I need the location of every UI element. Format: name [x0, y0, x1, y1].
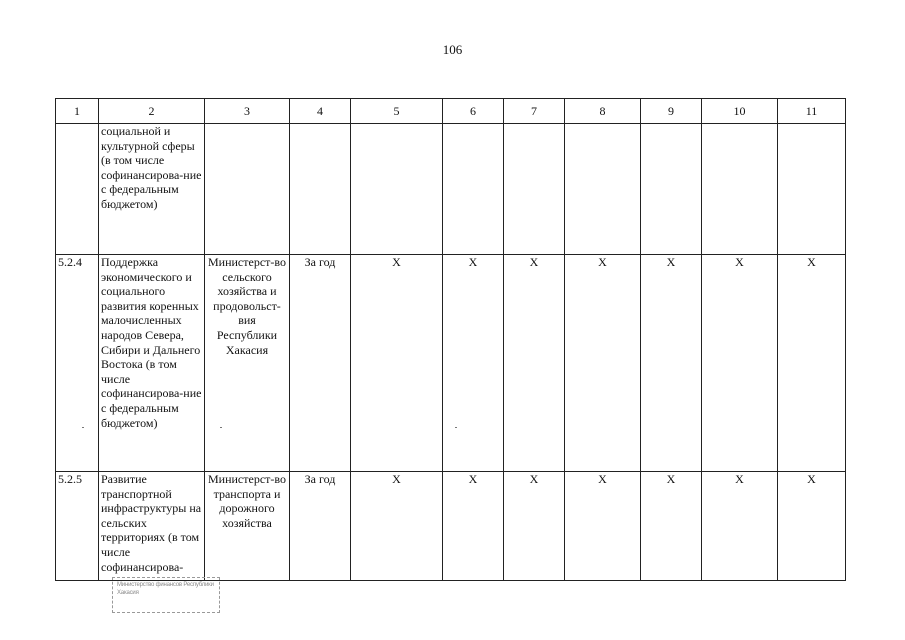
item-mark	[702, 124, 778, 255]
item-mark: Х	[641, 255, 702, 472]
item-mark: Х	[351, 255, 443, 472]
column-header: 11	[778, 99, 846, 124]
column-header: 1	[56, 99, 99, 124]
scan-speck	[82, 427, 84, 428]
item-period	[290, 124, 351, 255]
item-mark: Х	[504, 255, 565, 472]
item-mark: Х	[641, 472, 702, 581]
item-number	[56, 124, 99, 255]
item-mark: Х	[702, 472, 778, 581]
item-name: социальной и культурной сферы (в том числе софинансирова-ние с федеральным бюджетом)	[99, 124, 205, 255]
column-header: 4	[290, 99, 351, 124]
table-row	[56, 124, 846, 255]
page-number: 106	[442, 42, 463, 57]
item-name: Развитие транспортной инфраструктуры на сельских территориях (в том числе софинансирова-	[99, 472, 205, 581]
column-header: 5	[351, 99, 443, 124]
item-mark: Х	[504, 472, 565, 581]
item-mark: Х	[778, 472, 846, 581]
table-row	[56, 255, 846, 472]
column-header: 7	[504, 99, 565, 124]
item-mark: Х	[565, 472, 641, 581]
registration-stamp: Министерство финансов Республики Хакасия	[112, 577, 220, 613]
scan-speck	[455, 427, 457, 428]
item-mark	[443, 124, 504, 255]
column-header: 2	[99, 99, 205, 124]
item-mark	[351, 124, 443, 255]
item-mark: Х	[565, 255, 641, 472]
scan-speck	[220, 427, 222, 428]
item-executor: Министерст-во сельского хозяйства и продовольст-вия Республики Хакасия	[205, 255, 290, 472]
column-header: 8	[565, 99, 641, 124]
item-name: Поддержка экономического и социального развития коренных малочисленных народов Севера, Сибири и Дальнего Востока (в том числе софинансирова-ние с федеральным бюджетом)	[99, 255, 205, 472]
item-period: За год	[290, 255, 351, 472]
item-mark	[641, 124, 702, 255]
item-mark: Х	[443, 255, 504, 472]
column-header: 10	[702, 99, 778, 124]
budget-program-table	[55, 98, 846, 581]
header-row	[56, 99, 846, 124]
item-mark	[778, 124, 846, 255]
table-row	[56, 472, 846, 581]
item-mark: Х	[443, 472, 504, 581]
item-executor: Министерст-во транспорта и дорожного хозяйства	[205, 472, 290, 581]
column-header: 6	[443, 99, 504, 124]
item-mark: Х	[702, 255, 778, 472]
item-mark	[504, 124, 565, 255]
column-header: 9	[641, 99, 702, 124]
item-period: За год	[290, 472, 351, 581]
item-mark: Х	[351, 472, 443, 581]
item-number: 5.2.5	[56, 472, 99, 581]
item-executor	[205, 124, 290, 255]
item-number: 5.2.4	[56, 255, 99, 472]
item-mark: Х	[778, 255, 846, 472]
item-mark	[565, 124, 641, 255]
column-header: 3	[205, 99, 290, 124]
